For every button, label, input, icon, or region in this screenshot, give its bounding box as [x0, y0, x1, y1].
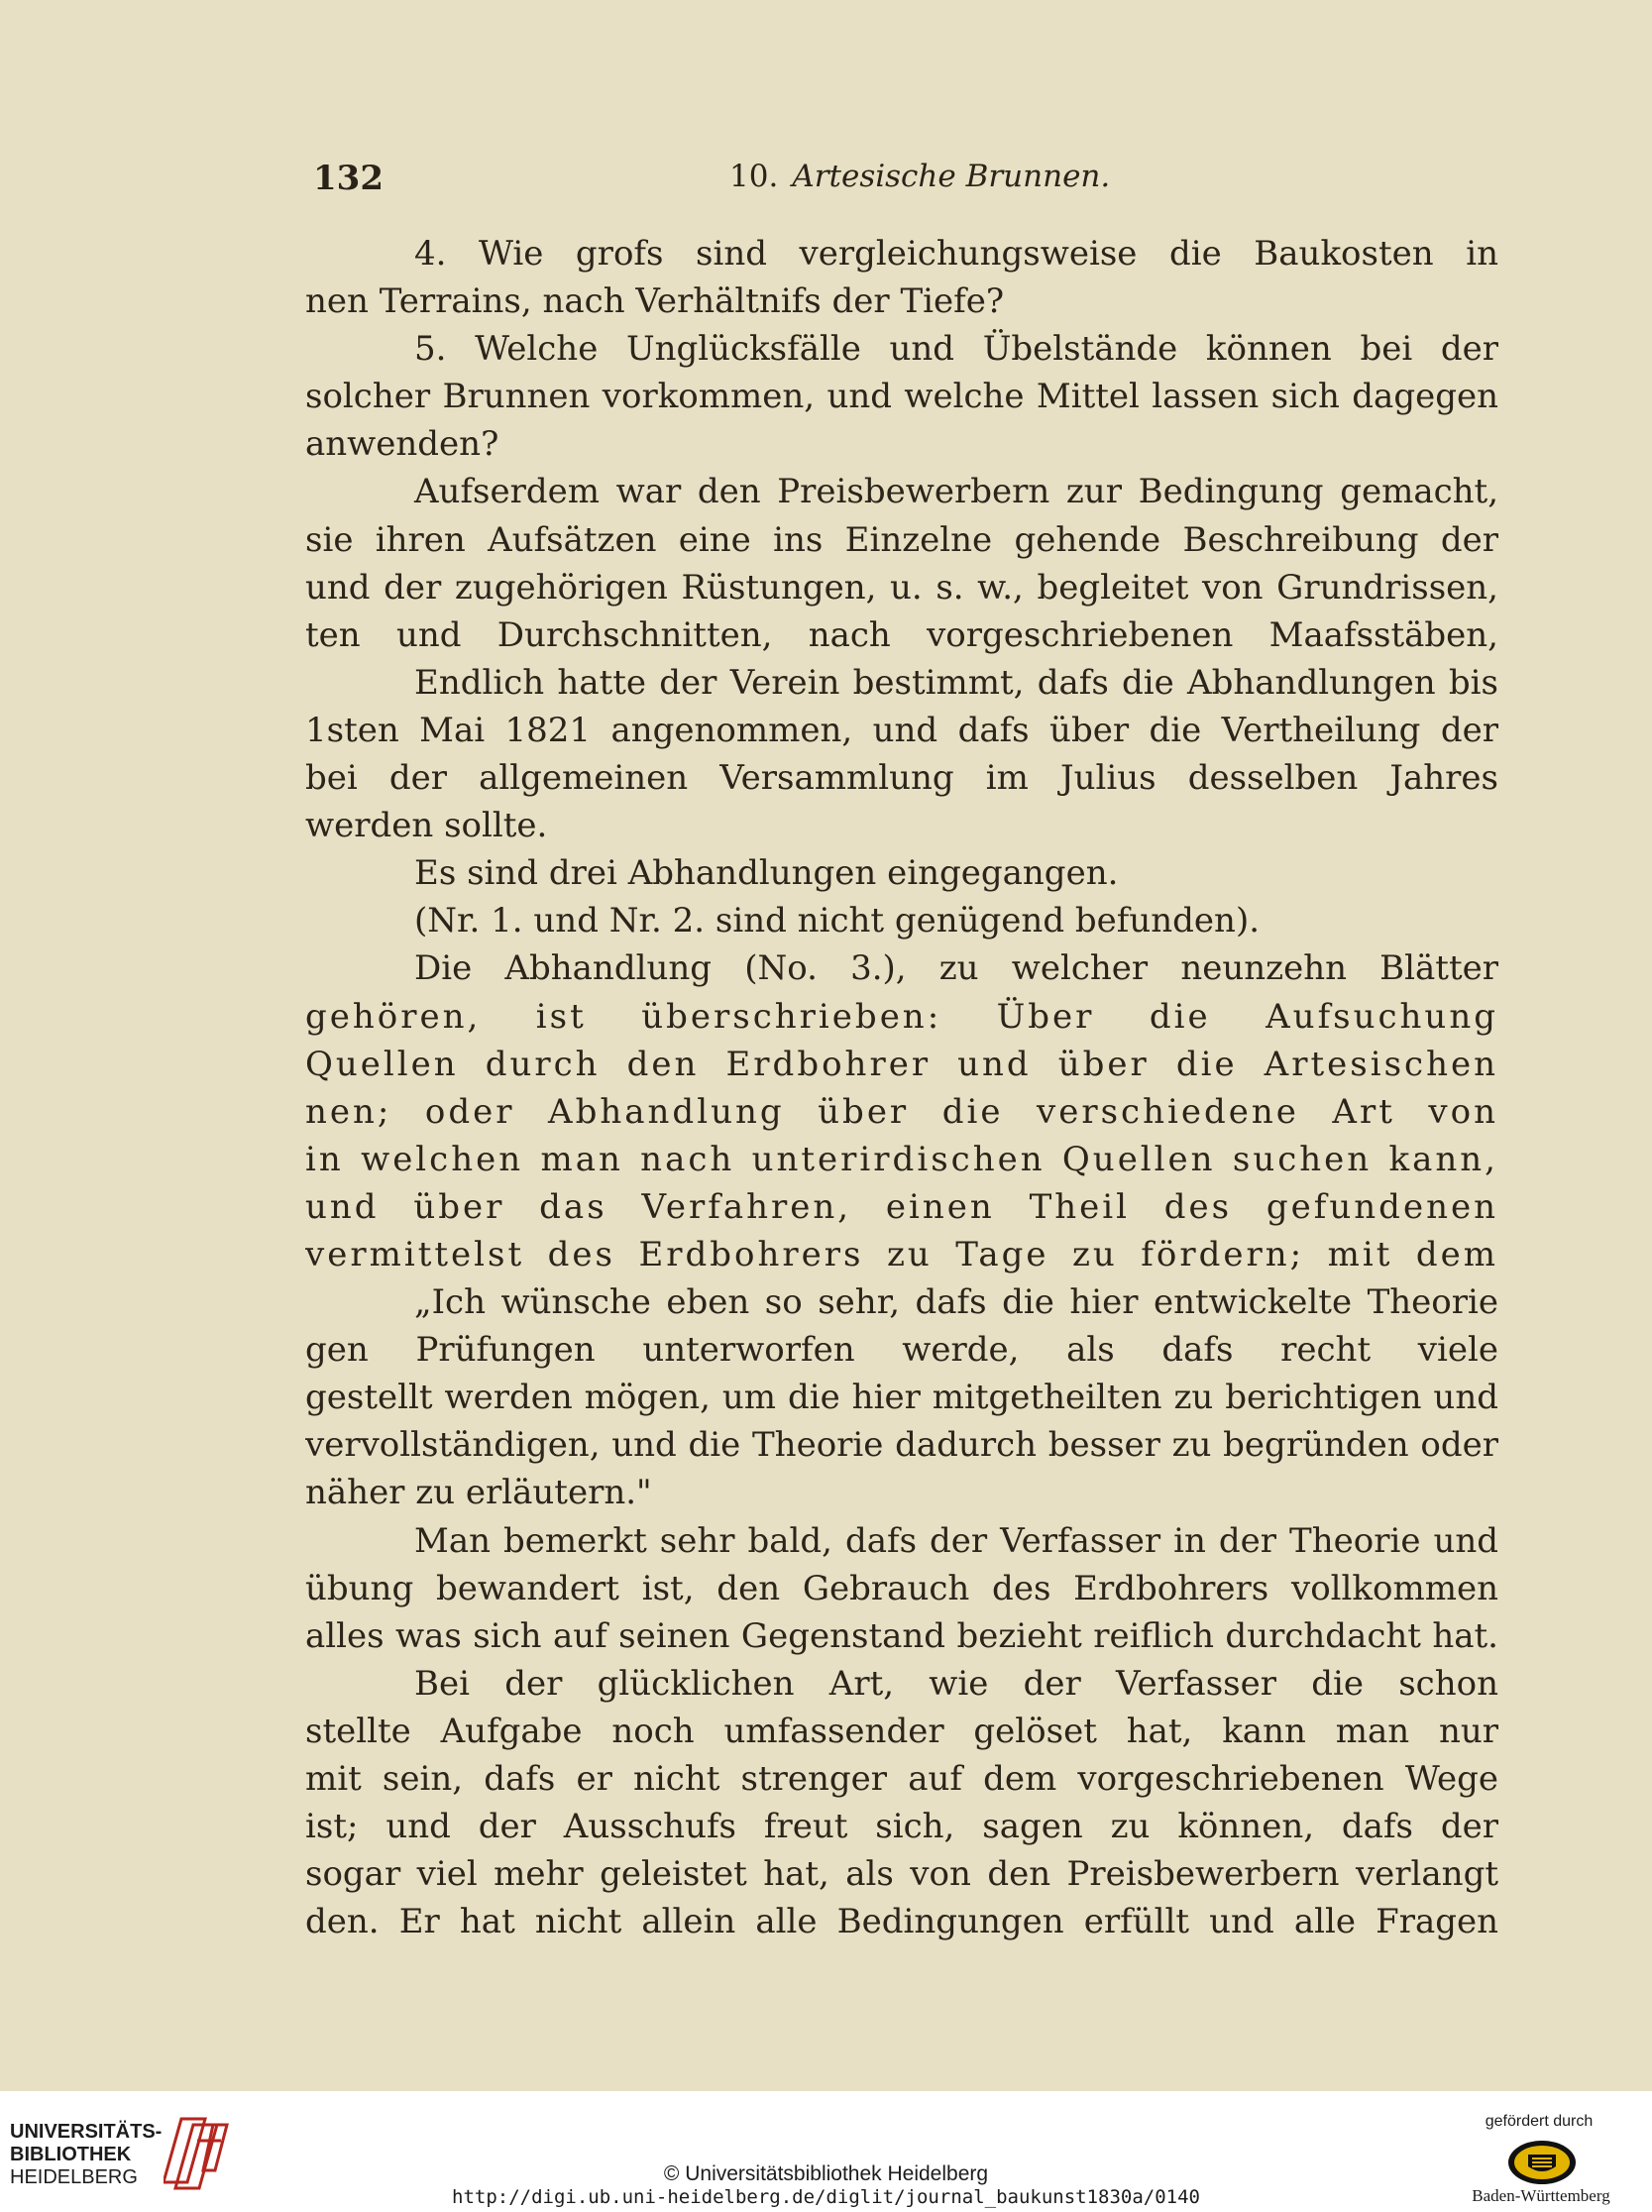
text-line: ten und Durchschnitten, nach vorgeschriebenen Maafsstäben,	[305, 614, 1498, 655]
text-line: Man bemerkt sehr bald, dafs der Verfasser in der Theorie und	[414, 1520, 1498, 1561]
copyright-notice: © Universitätsbibliothek Heidelberg	[663, 2162, 989, 2185]
library-name-line3: HEIDELBERG	[10, 2166, 138, 2188]
running-header	[313, 159, 1498, 202]
page-number: 132	[313, 159, 384, 198]
funded-by-label: gefördert durch	[1485, 2113, 1594, 2130]
text-line: gen Prüfungen unterworfen werde, als dafs recht viele	[305, 1330, 1498, 1371]
text-line: vermittelst des Erdbohrers zu Tage zu fördern; mit dem	[305, 1234, 1498, 1274]
text-line: vervollständigen, und die Theorie dadurch besser zu begründen oder	[305, 1425, 1498, 1466]
running-title	[729, 159, 1110, 194]
text-line: gestellt werden mögen, um die hier mitgetheilten zu berichtigen und	[305, 1378, 1498, 1418]
text-line: Es sind drei Abhandlungen eingegangen.	[414, 853, 1119, 894]
text-line: 4. Wie grofs sind vergleichungsweise die Baukosten in	[414, 234, 1498, 274]
library-name-line2: BIBLIOTHEK	[10, 2144, 132, 2165]
permalink-url[interactable]: http://digi.ub.uni-heidelberg.de/diglit/journal_baukunst1830a/0140	[452, 2186, 1200, 2208]
text-line: nen Terrains, nach Verhältnifs der Tiefe?	[305, 281, 1005, 322]
text-line: sogar viel mehr geleistet hat, als von den Preisbewerbern verlangt	[305, 1854, 1498, 1895]
text-line: werden sollte.	[305, 806, 548, 846]
body-text	[305, 230, 1498, 1945]
text-line: mit sein, dafs er nicht strenger auf dem vorgeschriebenen Wege	[305, 1759, 1498, 1799]
text-line: Die Abhandlung (No. 3.), zu welcher neunzehn Blätter	[414, 948, 1498, 989]
text-line: gehören, ist überschrieben: Über die Aufsuchung	[305, 996, 1498, 1037]
text-line: Endlich hatte der Verein bestimmt, dafs die Abhandlungen bis	[414, 662, 1498, 703]
text-line: in welchen man nach unterirdischen Quellen suchen kann,	[305, 1139, 1498, 1179]
text-line: anwenden?	[305, 424, 499, 465]
text-line: den. Er hat nicht allein alle Bedingungen erfüllt und alle Fragen	[305, 1902, 1498, 1942]
text-line: übung bewandert ist, den Gebrauch des Erdbohrers vollkommen	[305, 1568, 1498, 1608]
baden-wuerttemberg-emblem-icon	[1506, 2139, 1578, 2186]
text-line: alles was sich auf seinen Gegenstand bezieht reiflich durchdacht hat.	[305, 1615, 1498, 1656]
text-line: sie ihren Aufsätzen eine ins Einzelne gehende Beschreibung der	[305, 519, 1498, 560]
text-line: bei der allgemeinen Versammlung im Julius desselben Jahres	[305, 758, 1498, 799]
text-line: stellte Aufgabe noch umfassender gelöset hat, kann man nur	[305, 1711, 1498, 1751]
text-line: „Ich wünsche eben so sehr, dafs die hier entwickelte Theorie	[414, 1282, 1498, 1323]
text-line: und der zugehörigen Rüstungen, u. s. w., begleitet von Grundrissen,	[305, 567, 1498, 608]
text-line: Bei der glücklichen Art, wie der Verfasser die schon	[414, 1663, 1498, 1704]
chapter-number: 10.	[729, 159, 779, 194]
chapter-title: Artesische Brunnen.	[792, 159, 1111, 194]
text-line: Aufserdem war den Preisbewerbern zur Bedingung gemacht,	[414, 472, 1498, 512]
text-line: (Nr. 1. und Nr. 2. sind nicht genügend befunden).	[414, 901, 1261, 941]
text-line: 1sten Mai 1821 angenommen, und dafs über die Vertheilung der	[305, 710, 1498, 750]
text-line: nen; oder Abhandlung über die verschiedene Art von	[305, 1091, 1498, 1132]
text-line: ist; und der Ausschufs freut sich, sagen zu können, dafs der	[305, 1807, 1498, 1847]
funder-name: Baden-Württemberg	[1472, 2186, 1610, 2205]
text-line: näher zu erläutern."	[305, 1473, 652, 1513]
text-line: und über das Verfahren, einen Theil des gefundenen	[305, 1186, 1498, 1227]
text-line: solcher Brunnen vorkommen, und welche Mittel lassen sich dagegen	[305, 377, 1498, 417]
text-line: 5. Welche Unglücksfälle und Übelstände können bei der	[414, 329, 1498, 370]
library-name-line1: UNIVERSITÄTS-	[10, 2121, 163, 2143]
text-line: Quellen durch den Erdbohrer und über die Artesischen	[305, 1044, 1498, 1084]
